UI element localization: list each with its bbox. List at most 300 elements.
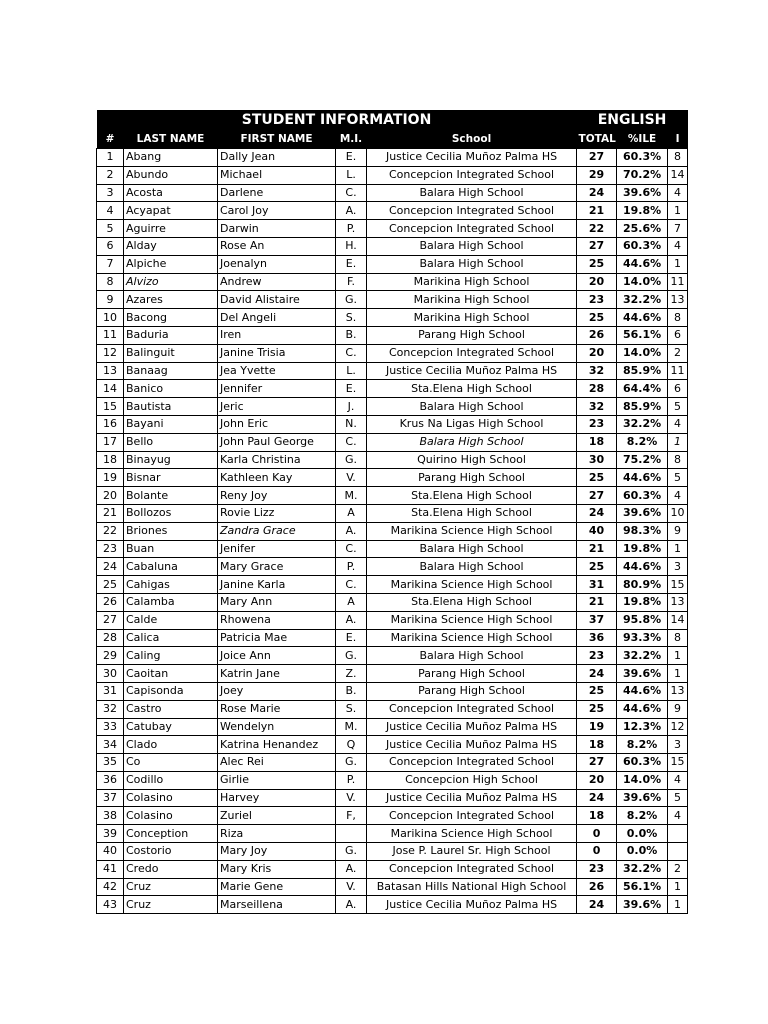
col-header-percentile: %ILE xyxy=(617,130,668,149)
i-value-cell: 14 xyxy=(668,611,688,629)
school-cell: Balara High School xyxy=(367,184,577,202)
school-cell: Balara High School xyxy=(367,255,577,273)
column-header-row xyxy=(97,130,688,149)
total-score-cell: 23 xyxy=(577,415,617,433)
i-value-cell: 1 xyxy=(668,255,688,273)
table-row xyxy=(97,237,688,255)
first-name-cell: Carol Joy xyxy=(218,202,336,220)
last-name-cell: Credo xyxy=(124,860,218,878)
middle-initial-cell: V. xyxy=(336,469,367,487)
row-number-cell: 7 xyxy=(97,255,124,273)
last-name-cell: Capisonda xyxy=(124,682,218,700)
row-number-cell: 23 xyxy=(97,540,124,558)
row-number-cell: 35 xyxy=(97,754,124,772)
student-information-title: STUDENT INFORMATION xyxy=(97,110,577,130)
middle-initial-cell: F. xyxy=(336,273,367,291)
table-row xyxy=(97,825,688,843)
school-cell: Concepcion High School xyxy=(367,771,577,789)
last-name-cell: Briones xyxy=(124,522,218,540)
i-value-cell: 5 xyxy=(668,789,688,807)
row-number-cell: 16 xyxy=(97,415,124,433)
first-name-cell: Andrew xyxy=(218,273,336,291)
total-score-cell: 29 xyxy=(577,166,617,184)
school-cell: Concepcion Integrated School xyxy=(367,166,577,184)
i-value-cell: 1 xyxy=(668,878,688,896)
last-name-cell: Codillo xyxy=(124,771,218,789)
school-cell: Quirino High School xyxy=(367,451,577,469)
table-row xyxy=(97,309,688,327)
middle-initial-cell: C. xyxy=(336,184,367,202)
school-cell: Sta.Elena High School xyxy=(367,487,577,505)
first-name-cell: John Eric xyxy=(218,415,336,433)
total-score-cell: 30 xyxy=(577,451,617,469)
percentile-cell: 98.3% xyxy=(617,522,668,540)
last-name-cell: Caoitan xyxy=(124,665,218,683)
last-name-cell: Colasino xyxy=(124,789,218,807)
i-value-cell: 13 xyxy=(668,593,688,611)
first-name-cell: Jennifer xyxy=(218,380,336,398)
first-name-cell: Joey xyxy=(218,682,336,700)
i-value-cell: 8 xyxy=(668,309,688,327)
total-score-cell: 27 xyxy=(577,237,617,255)
last-name-cell: Baduria xyxy=(124,326,218,344)
col-header-first-name: FIRST NAME xyxy=(218,130,336,149)
school-cell: Justice Cecilia Muñoz Palma HS xyxy=(367,718,577,736)
last-name-cell: Cruz xyxy=(124,896,218,914)
row-number-cell: 13 xyxy=(97,362,124,380)
table-row xyxy=(97,593,688,611)
school-cell: Balara High School xyxy=(367,647,577,665)
table-row xyxy=(97,629,688,647)
table-row xyxy=(97,487,688,505)
first-name-cell: Dally Jean xyxy=(218,149,336,167)
middle-initial-cell: E. xyxy=(336,149,367,167)
last-name-cell: Cahigas xyxy=(124,576,218,594)
last-name-cell: Abundo xyxy=(124,166,218,184)
table-row xyxy=(97,789,688,807)
school-cell: Balara High School xyxy=(367,433,577,451)
middle-initial-cell: S. xyxy=(336,700,367,718)
school-cell: Balara High School xyxy=(367,558,577,576)
table-row xyxy=(97,220,688,238)
first-name-cell: Michael xyxy=(218,166,336,184)
total-score-cell: 31 xyxy=(577,576,617,594)
first-name-cell: Marseillena xyxy=(218,896,336,914)
col-header-mi: M.I. xyxy=(336,130,367,149)
row-number-cell: 33 xyxy=(97,718,124,736)
total-score-cell: 18 xyxy=(577,807,617,825)
table-row xyxy=(97,540,688,558)
last-name-cell: Buan xyxy=(124,540,218,558)
last-name-cell: Calde xyxy=(124,611,218,629)
i-value-cell: 1 xyxy=(668,896,688,914)
total-score-cell: 27 xyxy=(577,149,617,167)
school-cell: Batasan Hills National High School xyxy=(367,878,577,896)
total-score-cell: 18 xyxy=(577,433,617,451)
total-score-cell: 37 xyxy=(577,611,617,629)
total-score-cell: 23 xyxy=(577,860,617,878)
i-value-cell: 4 xyxy=(668,771,688,789)
school-cell: Marikina Science High School xyxy=(367,825,577,843)
last-name-cell: Balinguit xyxy=(124,344,218,362)
table-row xyxy=(97,362,688,380)
percentile-cell: 12.3% xyxy=(617,718,668,736)
i-value-cell: 4 xyxy=(668,237,688,255)
total-score-cell: 32 xyxy=(577,398,617,416)
first-name-cell: Riza xyxy=(218,825,336,843)
school-cell: Marikina High School xyxy=(367,273,577,291)
percentile-cell: 95.8% xyxy=(617,611,668,629)
middle-initial-cell: C. xyxy=(336,344,367,362)
total-score-cell: 21 xyxy=(577,202,617,220)
i-value-cell: 4 xyxy=(668,415,688,433)
percentile-cell: 14.0% xyxy=(617,771,668,789)
table-row xyxy=(97,754,688,772)
last-name-cell: Clado xyxy=(124,736,218,754)
row-number-cell: 32 xyxy=(97,700,124,718)
middle-initial-cell: A. xyxy=(336,202,367,220)
i-value-cell: 1 xyxy=(668,433,688,451)
table-row xyxy=(97,647,688,665)
row-number-cell: 15 xyxy=(97,398,124,416)
total-score-cell: 20 xyxy=(577,771,617,789)
first-name-cell: Janine Trisia xyxy=(218,344,336,362)
table-row xyxy=(97,896,688,914)
i-value-cell: 11 xyxy=(668,362,688,380)
last-name-cell: Cruz xyxy=(124,878,218,896)
last-name-cell: Bolante xyxy=(124,487,218,505)
school-cell: Concepcion Integrated School xyxy=(367,202,577,220)
percentile-cell: 60.3% xyxy=(617,754,668,772)
middle-initial-cell: B. xyxy=(336,326,367,344)
row-number-cell: 38 xyxy=(97,807,124,825)
table-row xyxy=(97,576,688,594)
middle-initial-cell: C. xyxy=(336,433,367,451)
table-row xyxy=(97,469,688,487)
table-row xyxy=(97,718,688,736)
middle-initial-cell: V. xyxy=(336,878,367,896)
percentile-cell: 60.3% xyxy=(617,487,668,505)
school-cell: Parang High School xyxy=(367,682,577,700)
i-value-cell: 4 xyxy=(668,487,688,505)
row-number-cell: 27 xyxy=(97,611,124,629)
total-score-cell: 26 xyxy=(577,326,617,344)
i-value-cell: 8 xyxy=(668,629,688,647)
last-name-cell: Abang xyxy=(124,149,218,167)
i-value-cell: 14 xyxy=(668,166,688,184)
row-number-cell: 14 xyxy=(97,380,124,398)
title-row xyxy=(97,110,688,130)
percentile-cell: 14.0% xyxy=(617,344,668,362)
row-number-cell: 20 xyxy=(97,487,124,505)
col-header-number: # xyxy=(97,130,124,149)
middle-initial-cell: G. xyxy=(336,451,367,469)
total-score-cell: 27 xyxy=(577,754,617,772)
table-row xyxy=(97,166,688,184)
row-number-cell: 41 xyxy=(97,860,124,878)
table-row xyxy=(97,771,688,789)
last-name-cell: Banico xyxy=(124,380,218,398)
last-name-cell: Azares xyxy=(124,291,218,309)
row-number-cell: 30 xyxy=(97,665,124,683)
middle-initial-cell: Z. xyxy=(336,665,367,683)
last-name-cell: Alday xyxy=(124,237,218,255)
total-score-cell: 25 xyxy=(577,682,617,700)
row-number-cell: 9 xyxy=(97,291,124,309)
school-cell: Marikina High School xyxy=(367,291,577,309)
row-number-cell: 10 xyxy=(97,309,124,327)
middle-initial-cell: E. xyxy=(336,255,367,273)
first-name-cell: Jeric xyxy=(218,398,336,416)
middle-initial-cell: V. xyxy=(336,789,367,807)
table-row xyxy=(97,522,688,540)
percentile-cell: 44.6% xyxy=(617,682,668,700)
total-score-cell: 22 xyxy=(577,220,617,238)
percentile-cell: 60.3% xyxy=(617,149,668,167)
first-name-cell: Kathleen Kay xyxy=(218,469,336,487)
total-score-cell: 23 xyxy=(577,647,617,665)
first-name-cell: Joice Ann xyxy=(218,647,336,665)
total-score-cell: 26 xyxy=(577,878,617,896)
col-header-i: I xyxy=(668,130,688,149)
first-name-cell: Mary Kris xyxy=(218,860,336,878)
middle-initial-cell: J. xyxy=(336,398,367,416)
school-cell: Marikina Science High School xyxy=(367,576,577,594)
table-row xyxy=(97,878,688,896)
middle-initial-cell: C. xyxy=(336,540,367,558)
i-value-cell: 4 xyxy=(668,184,688,202)
percentile-cell: 75.2% xyxy=(617,451,668,469)
i-value-cell: 1 xyxy=(668,647,688,665)
school-cell: Balara High School xyxy=(367,540,577,558)
percentile-cell: 14.0% xyxy=(617,273,668,291)
table-row xyxy=(97,558,688,576)
table-row xyxy=(97,611,688,629)
percentile-cell: 44.6% xyxy=(617,700,668,718)
percentile-cell: 8.2% xyxy=(617,736,668,754)
last-name-cell: Acyapat xyxy=(124,202,218,220)
table-row xyxy=(97,380,688,398)
total-score-cell: 23 xyxy=(577,291,617,309)
first-name-cell: Jea Yvette xyxy=(218,362,336,380)
first-name-cell: Zandra Grace xyxy=(218,522,336,540)
school-cell: Concepcion Integrated School xyxy=(367,700,577,718)
col-header-total: TOTAL xyxy=(577,130,617,149)
percentile-cell: 85.9% xyxy=(617,398,668,416)
last-name-cell: Bollozos xyxy=(124,504,218,522)
middle-initial-cell: C. xyxy=(336,576,367,594)
percentile-cell: 44.6% xyxy=(617,469,668,487)
middle-initial-cell: E. xyxy=(336,380,367,398)
last-name-cell: Conception xyxy=(124,825,218,843)
row-number-cell: 34 xyxy=(97,736,124,754)
middle-initial-cell: B. xyxy=(336,682,367,700)
last-name-cell: Calamba xyxy=(124,593,218,611)
first-name-cell: Del Angeli xyxy=(218,309,336,327)
percentile-cell: 39.6% xyxy=(617,896,668,914)
first-name-cell: John Paul George xyxy=(218,433,336,451)
total-score-cell: 40 xyxy=(577,522,617,540)
school-cell: Sta.Elena High School xyxy=(367,593,577,611)
first-name-cell: Patricia Mae xyxy=(218,629,336,647)
first-name-cell: Rhowena xyxy=(218,611,336,629)
middle-initial-cell: M. xyxy=(336,487,367,505)
table-row xyxy=(97,344,688,362)
table-row xyxy=(97,291,688,309)
percentile-cell: 44.6% xyxy=(617,309,668,327)
total-score-cell: 24 xyxy=(577,789,617,807)
total-score-cell: 25 xyxy=(577,700,617,718)
last-name-cell: Bayani xyxy=(124,415,218,433)
percentile-cell: 25.6% xyxy=(617,220,668,238)
percentile-cell: 56.1% xyxy=(617,878,668,896)
i-value-cell: 5 xyxy=(668,398,688,416)
row-number-cell: 36 xyxy=(97,771,124,789)
last-name-cell: Caling xyxy=(124,647,218,665)
i-value-cell: 1 xyxy=(668,202,688,220)
school-cell: Concepcion Integrated School xyxy=(367,220,577,238)
i-value-cell: 6 xyxy=(668,380,688,398)
row-number-cell: 18 xyxy=(97,451,124,469)
middle-initial-cell: Q xyxy=(336,736,367,754)
school-cell: Justice Cecilia Muñoz Palma HS xyxy=(367,789,577,807)
i-value-cell: 2 xyxy=(668,860,688,878)
total-score-cell: 24 xyxy=(577,504,617,522)
table-row xyxy=(97,255,688,273)
row-number-cell: 26 xyxy=(97,593,124,611)
i-value-cell: 3 xyxy=(668,736,688,754)
last-name-cell: Cabaluna xyxy=(124,558,218,576)
i-value-cell: 13 xyxy=(668,291,688,309)
i-value-cell: 9 xyxy=(668,700,688,718)
i-value-cell: 13 xyxy=(668,682,688,700)
percentile-cell: 32.2% xyxy=(617,415,668,433)
total-score-cell: 21 xyxy=(577,540,617,558)
percentile-cell: 85.9% xyxy=(617,362,668,380)
i-value-cell: 10 xyxy=(668,504,688,522)
i-value-cell: 4 xyxy=(668,807,688,825)
school-cell: Sta.Elena High School xyxy=(367,380,577,398)
last-name-cell: Bello xyxy=(124,433,218,451)
school-cell: Parang High School xyxy=(367,326,577,344)
total-score-cell: 32 xyxy=(577,362,617,380)
row-number-cell: 1 xyxy=(97,149,124,167)
col-header-last-name: LAST NAME xyxy=(124,130,218,149)
first-name-cell: Katrina Henandez xyxy=(218,736,336,754)
last-name-cell: Calica xyxy=(124,629,218,647)
percentile-cell: 39.6% xyxy=(617,184,668,202)
percentile-cell: 39.6% xyxy=(617,789,668,807)
school-cell: Justice Cecilia Muñoz Palma HS xyxy=(367,736,577,754)
percentile-cell: 60.3% xyxy=(617,237,668,255)
percentile-cell: 32.2% xyxy=(617,647,668,665)
i-value-cell: 15 xyxy=(668,576,688,594)
first-name-cell: Janine Karla xyxy=(218,576,336,594)
percentile-cell: 70.2% xyxy=(617,166,668,184)
middle-initial-cell: N. xyxy=(336,415,367,433)
middle-initial-cell: E. xyxy=(336,629,367,647)
table-row xyxy=(97,326,688,344)
middle-initial-cell: A. xyxy=(336,611,367,629)
last-name-cell: Co xyxy=(124,754,218,772)
row-number-cell: 42 xyxy=(97,878,124,896)
middle-initial-cell: A xyxy=(336,504,367,522)
total-score-cell: 25 xyxy=(577,309,617,327)
table-row xyxy=(97,736,688,754)
middle-initial-cell: A. xyxy=(336,522,367,540)
total-score-cell: 27 xyxy=(577,487,617,505)
first-name-cell: Rovie Lizz xyxy=(218,504,336,522)
row-number-cell: 3 xyxy=(97,184,124,202)
middle-initial-cell: H. xyxy=(336,237,367,255)
row-number-cell: 22 xyxy=(97,522,124,540)
percentile-cell: 80.9% xyxy=(617,576,668,594)
table-row xyxy=(97,700,688,718)
total-score-cell: 18 xyxy=(577,736,617,754)
middle-initial-cell: L. xyxy=(336,362,367,380)
first-name-cell: Jenifer xyxy=(218,540,336,558)
total-score-cell: 36 xyxy=(577,629,617,647)
middle-initial-cell: G. xyxy=(336,843,367,861)
total-score-cell: 24 xyxy=(577,665,617,683)
middle-initial-cell: G. xyxy=(336,647,367,665)
row-number-cell: 28 xyxy=(97,629,124,647)
last-name-cell: Colasino xyxy=(124,807,218,825)
i-value-cell: 15 xyxy=(668,754,688,772)
total-score-cell: 25 xyxy=(577,469,617,487)
i-value-cell xyxy=(668,825,688,843)
table-row xyxy=(97,682,688,700)
first-name-cell: Mary Joy xyxy=(218,843,336,861)
i-value-cell: 7 xyxy=(668,220,688,238)
i-value-cell: 9 xyxy=(668,522,688,540)
middle-initial-cell: S. xyxy=(336,309,367,327)
school-cell: Marikina Science High School xyxy=(367,522,577,540)
middle-initial-cell xyxy=(336,825,367,843)
first-name-cell: David Alistaire xyxy=(218,291,336,309)
i-value-cell: 12 xyxy=(668,718,688,736)
row-number-cell: 8 xyxy=(97,273,124,291)
school-cell: Parang High School xyxy=(367,469,577,487)
first-name-cell: Iren xyxy=(218,326,336,344)
percentile-cell: 0.0% xyxy=(617,843,668,861)
last-name-cell: Bisnar xyxy=(124,469,218,487)
school-cell: Justice Cecilia Muñoz Palma HS xyxy=(367,362,577,380)
row-number-cell: 11 xyxy=(97,326,124,344)
school-cell: Justice Cecilia Muñoz Palma HS xyxy=(367,896,577,914)
percentile-cell: 0.0% xyxy=(617,825,668,843)
table-row xyxy=(97,843,688,861)
percentile-cell: 32.2% xyxy=(617,860,668,878)
table-row xyxy=(97,184,688,202)
total-score-cell: 20 xyxy=(577,273,617,291)
first-name-cell: Darlene xyxy=(218,184,336,202)
i-value-cell: 6 xyxy=(668,326,688,344)
first-name-cell: Marie Gene xyxy=(218,878,336,896)
percentile-cell: 19.8% xyxy=(617,540,668,558)
last-name-cell: Castro xyxy=(124,700,218,718)
table-row xyxy=(97,504,688,522)
total-score-cell: 25 xyxy=(577,255,617,273)
school-cell: Concepcion Integrated School xyxy=(367,860,577,878)
row-number-cell: 43 xyxy=(97,896,124,914)
first-name-cell: Katrin Jane xyxy=(218,665,336,683)
last-name-cell: Alvizo xyxy=(124,273,218,291)
row-number-cell: 17 xyxy=(97,433,124,451)
i-value-cell: 1 xyxy=(668,540,688,558)
last-name-cell: Bacong xyxy=(124,309,218,327)
first-name-cell: Wendelyn xyxy=(218,718,336,736)
